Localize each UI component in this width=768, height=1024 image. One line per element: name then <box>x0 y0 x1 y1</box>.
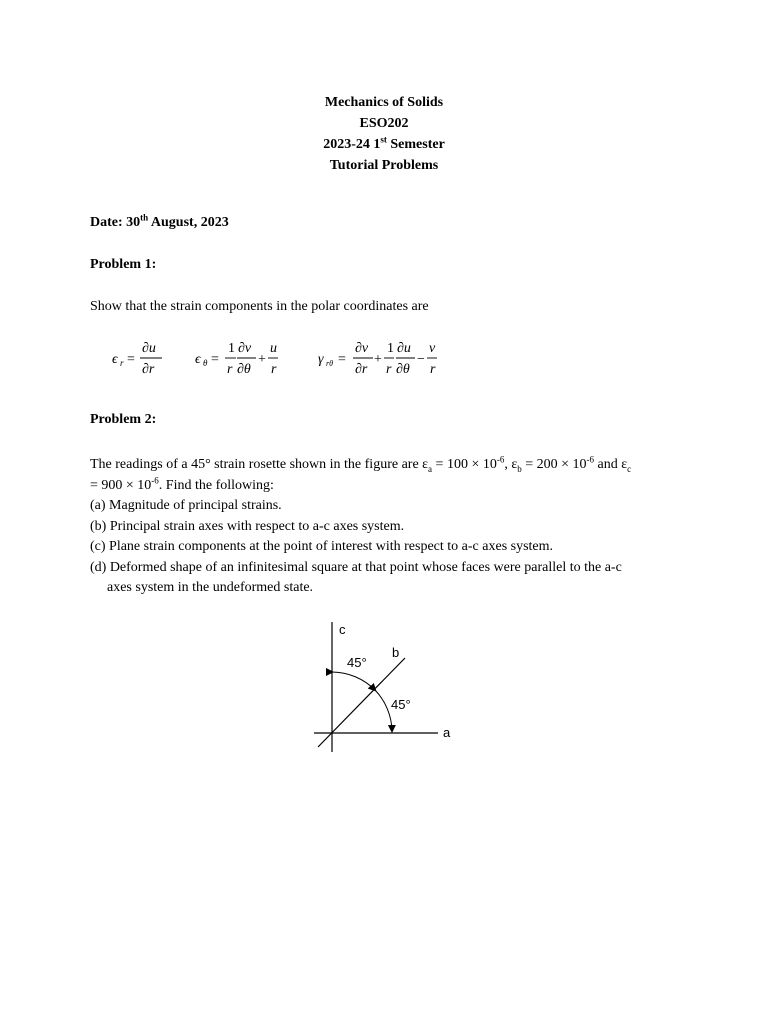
svg-text:u: u <box>270 341 277 356</box>
svg-text:r: r <box>120 358 124 368</box>
course-title: Mechanics of Solids <box>324 95 444 110</box>
semester-superscript: st <box>380 134 387 145</box>
text-run: and ε <box>594 457 628 472</box>
text-run: = 100 × 10 <box>432 457 497 472</box>
svg-text:r: r <box>227 362 233 377</box>
problem2-line2 <box>90 476 670 497</box>
svg-text:γ: γ <box>318 352 324 367</box>
angle-arc-b-a <box>375 690 392 731</box>
problem2-item-d-continued: axes system in the undeformed state. <box>107 580 314 595</box>
text-run: = 900 × 10 <box>90 477 152 493</box>
problem2-body <box>90 455 670 599</box>
svg-text:1: 1 <box>228 341 235 356</box>
svg-text:rθ: rθ <box>326 359 334 368</box>
svg-text:∂v: ∂v <box>238 341 252 356</box>
subscript-a: a <box>428 463 433 474</box>
svg-text:ϵ: ϵ <box>195 352 201 367</box>
course-code: ESO202 <box>359 116 409 131</box>
problem1-text: Show that the strain components in the polar coordinates are <box>90 299 429 314</box>
date-prefix: Date: 30 <box>90 215 141 230</box>
strain-equations <box>0 330 768 390</box>
exponent: -6 <box>496 454 505 465</box>
label-a: a <box>443 725 451 740</box>
date-line <box>90 212 229 231</box>
label-c: c <box>339 622 346 637</box>
svg-text:∂r: ∂r <box>142 362 155 377</box>
svg-text:∂r: ∂r <box>355 362 368 377</box>
svg-text:∂θ: ∂θ <box>237 362 251 377</box>
equation-epsilon-r <box>112 341 162 377</box>
text-run: . Find the following: <box>158 477 274 493</box>
angle-label-top: 45° <box>347 655 367 670</box>
svg-text:+: + <box>258 352 266 367</box>
svg-text:=: = <box>211 352 219 367</box>
semester-word: Semester <box>386 137 445 152</box>
equation-epsilon-theta <box>195 341 278 377</box>
semester-year: 2023-24 1 <box>323 137 381 152</box>
problem2-item-b: (b) Principal strain axes with respect to a-c axes system. <box>90 518 405 534</box>
svg-text:∂u: ∂u <box>142 341 156 356</box>
svg-text:∂θ: ∂θ <box>396 362 410 377</box>
svg-text:1: 1 <box>387 341 394 356</box>
svg-text:∂u: ∂u <box>397 341 411 356</box>
svg-text:=: = <box>338 352 346 367</box>
svg-text:=: = <box>127 352 135 367</box>
problem2-item-d: (d) Deformed shape of an infinitesimal square at that point whose faces were parallel to the a-c <box>90 559 622 575</box>
problem2-item-c: (c) Plane strain components at the point of interest with respect to a-c axes system. <box>90 539 554 554</box>
document-subtitle: Tutorial Problems <box>329 158 439 173</box>
subscript-b: b <box>517 463 522 474</box>
problem1-heading: Problem 1: <box>90 257 157 272</box>
angle-label-bottom: 45° <box>391 697 411 712</box>
date-suffix: August, 2023 <box>148 215 229 230</box>
text-run: = 200 × 10 <box>521 457 587 472</box>
semester-line <box>0 134 768 155</box>
svg-text:r: r <box>430 362 436 377</box>
problem2-item-a: (a) Magnitude of principal strains. <box>90 498 282 513</box>
svg-text:∂v: ∂v <box>355 341 369 356</box>
subscript-c: c <box>627 463 632 474</box>
strain-rosette-figure <box>300 612 470 762</box>
svg-text:r: r <box>386 362 392 377</box>
angle-arc-c-b <box>332 672 375 690</box>
text-run: , ε <box>504 457 518 472</box>
date-superscript: th <box>140 212 149 223</box>
text-run: The readings of a 45° strain rosette shown in the figure are ε <box>90 457 429 472</box>
problem2-heading: Problem 2: <box>90 412 157 427</box>
svg-text:r: r <box>271 362 277 377</box>
svg-text:+: + <box>374 352 382 367</box>
svg-text:v: v <box>429 341 436 356</box>
problem2-line1 <box>90 455 670 476</box>
svg-text:ϵ: ϵ <box>112 352 118 367</box>
label-b: b <box>392 645 400 660</box>
exponent: -6 <box>586 454 595 465</box>
svg-text:θ: θ <box>203 358 208 368</box>
svg-text:−: − <box>417 352 425 367</box>
document-header <box>0 92 768 176</box>
exponent: -6 <box>151 474 159 485</box>
equation-gamma-r-theta <box>318 341 437 377</box>
